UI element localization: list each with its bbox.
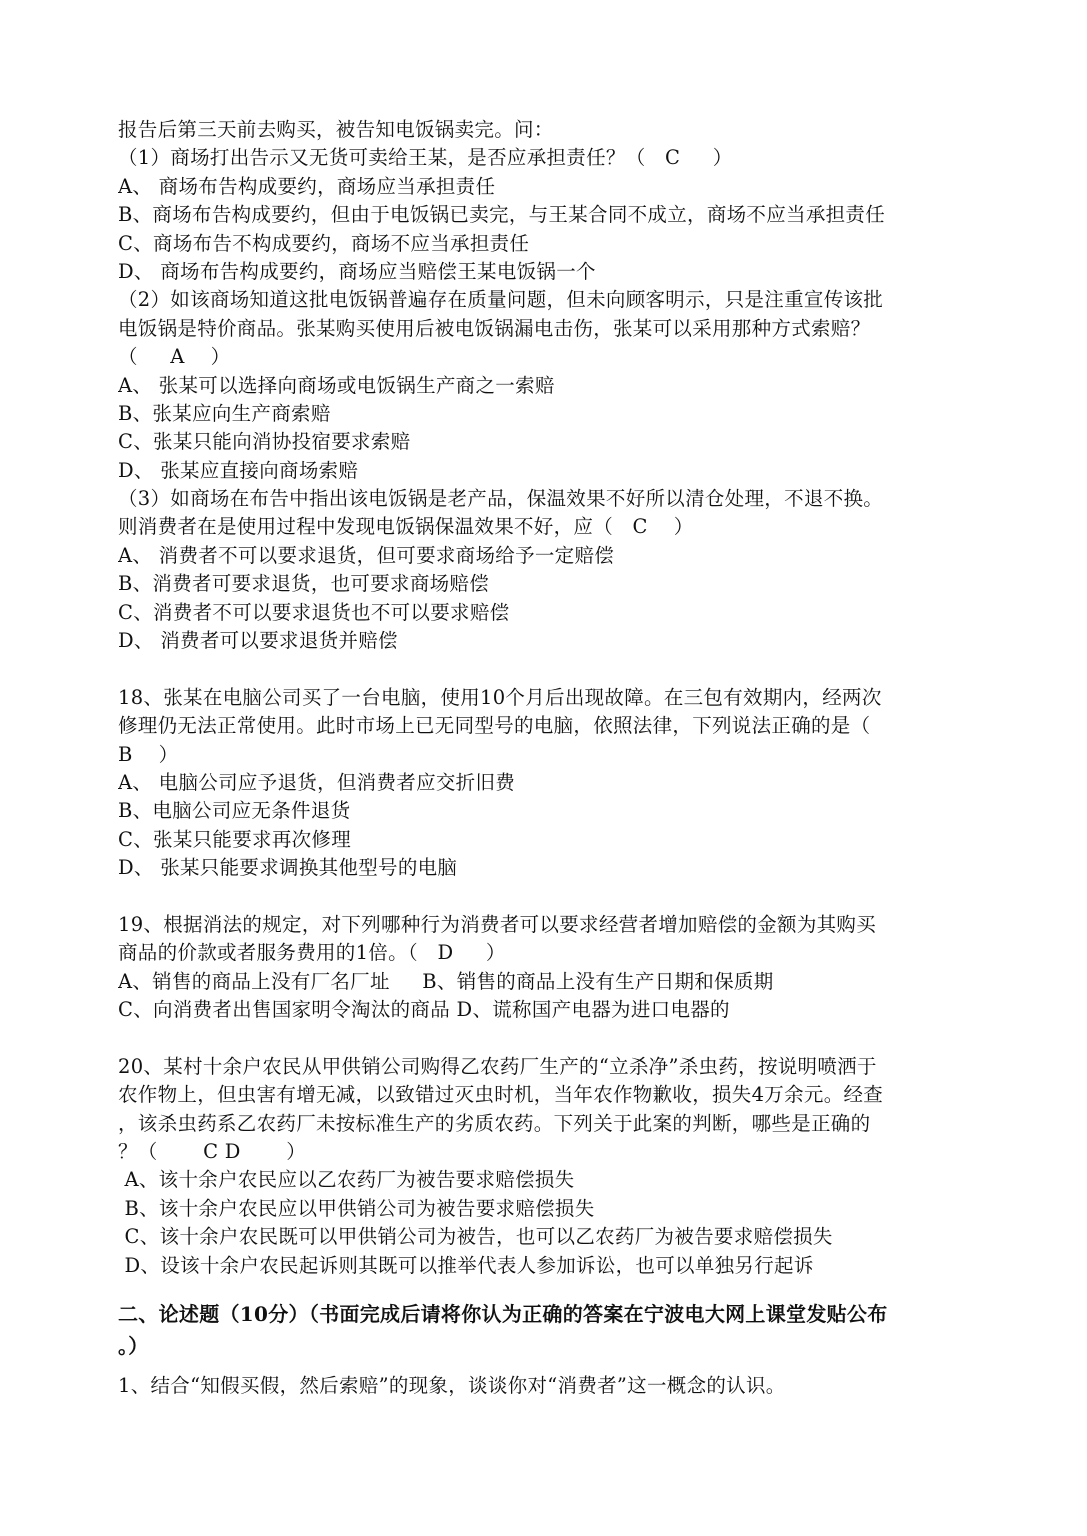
option-a: A、该十余户农民应以乙农药厂为被告要求赔偿损失 (118, 1168, 575, 1192)
option-b: B、张某应向生产商索赔 (118, 401, 331, 425)
question-17-continued (118, 116, 978, 655)
sub-question-3: （3）如商场在布告中指出该电饭锅是老产品，保温效果不好所以清仓处理，不退不换。 (118, 487, 884, 511)
paragraph-spacer (118, 1025, 978, 1053)
sub-question-2: （2）如该商场知道这批电饭锅普遍存在质量问题，但未向顾客明示，只是注重宣传该批 (118, 288, 884, 312)
sub-question-1: （1）商场打出告示又无货可卖给王某，是否应承担责任？（ C ） (118, 146, 733, 170)
answer-blank: （ A ） (118, 345, 231, 369)
option-d: D、设该十余户农民起诉则其既可以推举代表人参加诉讼，也可以单独另行起诉 (118, 1253, 814, 1277)
paragraph-spacer (118, 655, 978, 683)
question-text: 修理仍无法正常使用。此时市场上已无同型号的电脑，依照法律，下列说法正确的是（ (118, 714, 871, 738)
text-line: 电饭锅是特价商品。张某购买使用后被电饭锅漏电击伤，张某可以采用那种方式索赔？ (118, 316, 871, 340)
option-a: A、 电脑公司应予退货，但消费者应交折旧费 (118, 770, 516, 794)
paragraph-spacer (118, 1280, 978, 1298)
question-text: 20、某村十余户农民从甲供销公司购得乙农药厂生产的“立杀净”杀虫药，按说明喷洒于 (118, 1054, 877, 1078)
option-d: D、 商场布告构成要约，商场应当赔偿王某电饭锅一个 (118, 259, 596, 283)
text-line: 报告后第三天前去购买，被告知电饭锅卖完。问： (118, 118, 554, 141)
option-c: C、商场布告不构成要约，商场不应当承担责任 (118, 231, 530, 255)
section-heading-line: 二、论述题（10分）（书面完成后请将你认为正确的答案在宁波电大网上课堂发贴公布 (118, 1302, 888, 1327)
question-text: 商品的价款或者服务费用的1倍。（ D ） (118, 941, 506, 965)
question-text: 农作物上，但虫害有增无减，以致错过灭虫时机，当年农作物歉收，损失4万余元。经查 (118, 1083, 884, 1107)
section-heading-line: 。） (118, 1334, 149, 1359)
option-b: B、电脑公司应无条件退货 (118, 799, 351, 823)
option-d: D、 张某只能要求调换其他型号的电脑 (118, 856, 458, 880)
option-a: A、 商场布告构成要约，商场应当承担责任 (118, 174, 496, 198)
question-text: ，该杀虫药系乙农药厂未按标准生产的劣质农药。下列关于此案的判断，哪些是正确的 (118, 1111, 871, 1135)
option-b: B、该十余户农民应以甲供销公司为被告要求赔偿损失 (118, 1196, 595, 1220)
text-line: 则消费者在是使用过程中发现电饭锅保温效果不好，应（ C ） (118, 515, 694, 539)
option-a: A、 消费者不可以要求退货，但可要求商场给予一定赔偿 (118, 543, 615, 567)
paragraph-spacer (118, 1362, 978, 1372)
option-c: C、消费者不可以要求退货也不可以要求赔偿 (118, 600, 510, 624)
question-19 (118, 911, 978, 1025)
section-2-heading (118, 1298, 978, 1362)
answer-blank: B ） (118, 742, 179, 766)
essay-question-1: 1、结合“知假买假，然后索赔”的现象，谈谈你对“消费者”这一概念的认识。 (118, 1374, 786, 1398)
options-a-b: A、销售的商品上没有厂名厂址 B、销售的商品上没有生产日期和保质期 (118, 969, 774, 993)
answer-blank: ？（ C D ） (118, 1140, 307, 1164)
option-c: C、张某只能要求再次修理 (118, 827, 352, 851)
document-body (118, 116, 978, 1400)
option-c: C、张某只能向消协投宿要求索赔 (118, 430, 411, 454)
option-d: D、 消费者可以要求退货并赔偿 (118, 629, 398, 653)
option-b: B、商场布告构成要约，但由于电饭锅已卖完，与王某合同不成立，商场不应当承担责任 (118, 203, 886, 227)
question-20 (118, 1053, 978, 1280)
question-text: 18、张某在电脑公司买了一台电脑，使用10个月后出现故障。在三包有效期内，经两次 (118, 685, 882, 709)
question-18 (118, 684, 978, 883)
options-c-d: C、向消费者出售国家明令淘汰的商品 D、谎称国产电器为进口电器的 (118, 998, 730, 1022)
question-text: 19、根据消法的规定，对下列哪种行为消费者可以要求经营者增加赔偿的金额为其购买 (118, 912, 877, 936)
option-d: D、 张某应直接向商场索赔 (118, 458, 359, 482)
option-c: C、该十余户农民既可以甲供销公司为被告，也可以乙农药厂为被告要求赔偿损失 (118, 1225, 833, 1249)
option-a: A、 张某可以选择向商场或电饭锅生产商之一索赔 (118, 373, 555, 397)
option-b: B、消费者可要求退货，也可要求商场赔偿 (118, 572, 490, 596)
paragraph-spacer (118, 883, 978, 911)
